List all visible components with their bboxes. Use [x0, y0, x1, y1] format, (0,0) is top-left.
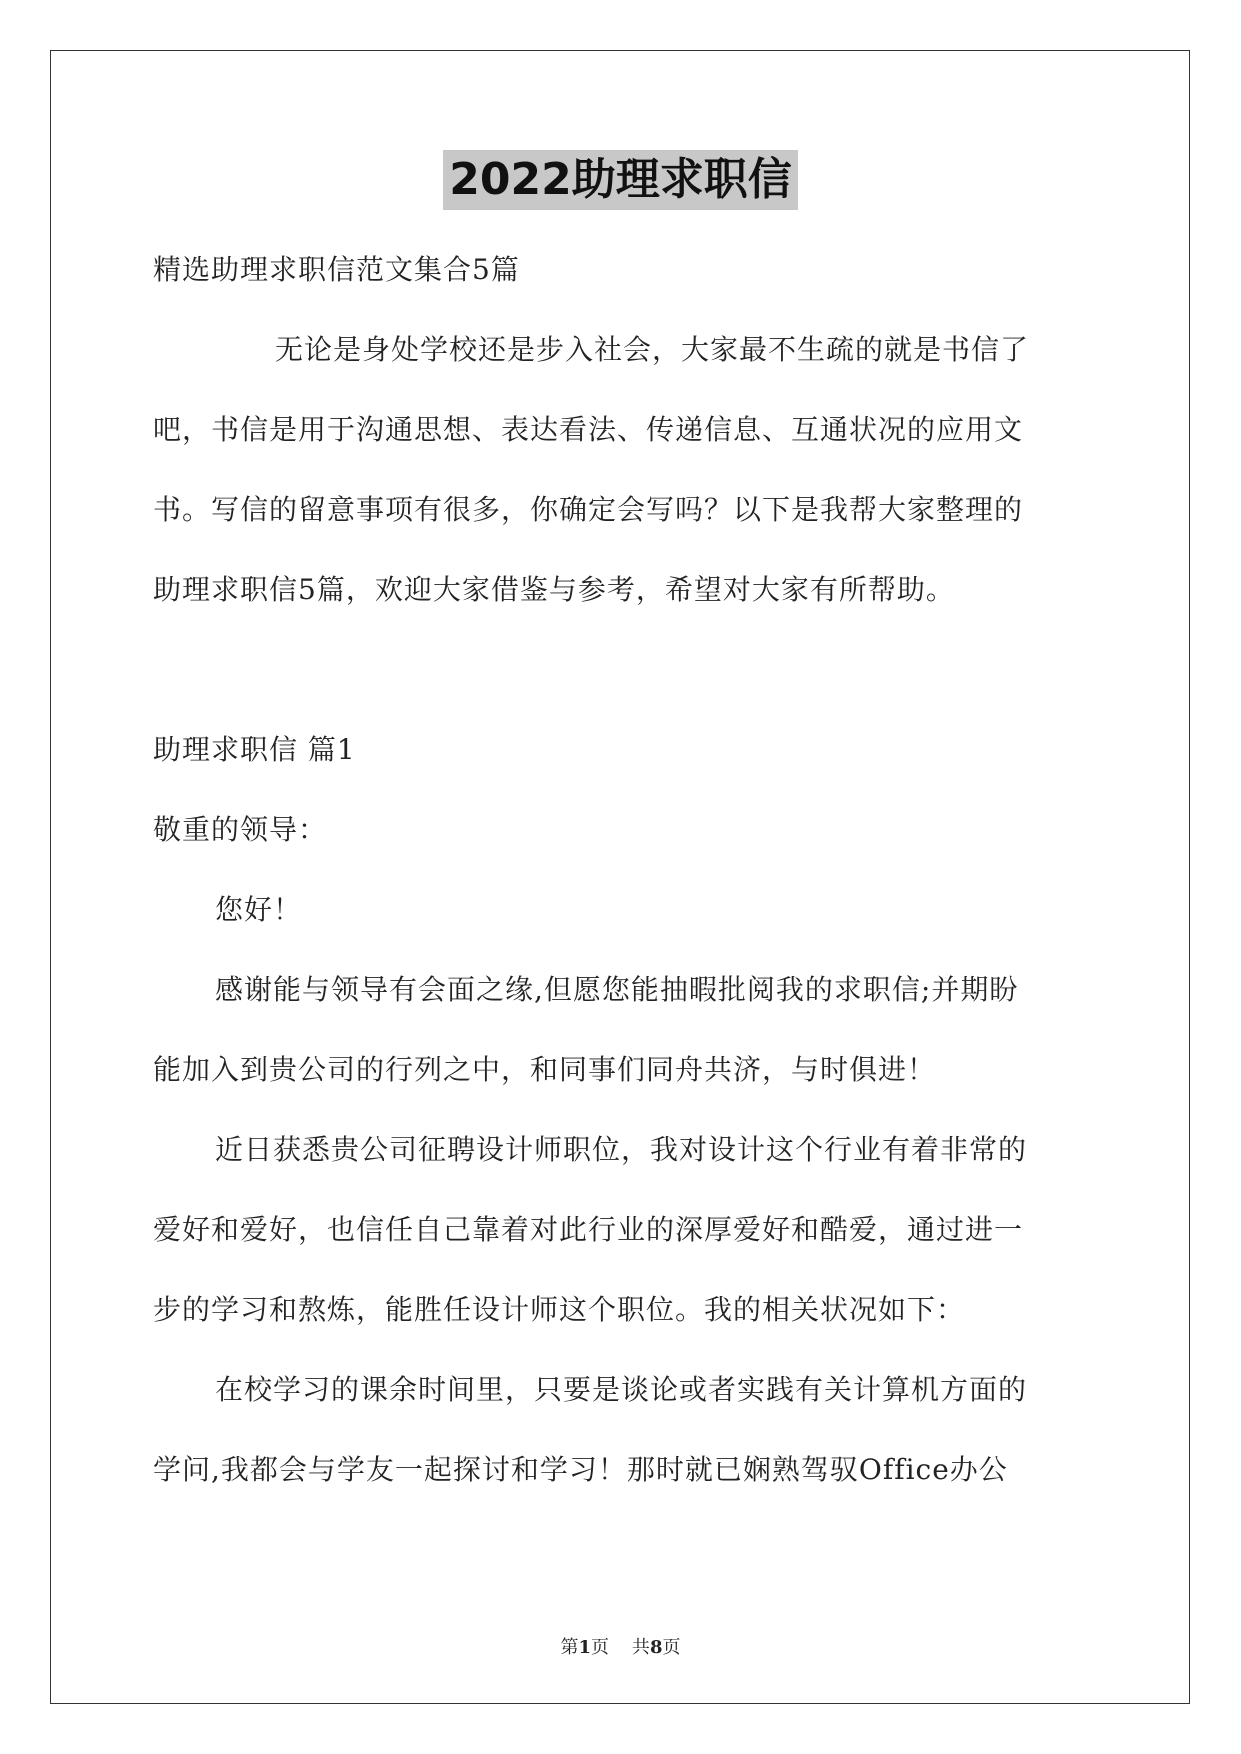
footer-suffix: 页 — [662, 1637, 681, 1658]
paragraph2-line-1: 近日获悉贵公司征聘设计师职位，我对设计这个行业有着非常的 — [215, 1133, 1028, 1166]
intro-line-2: 吧，书信是用于沟通思想、表达看法、传递信息、互通状况的应用文 — [153, 413, 1024, 446]
footer-page-number: 1 — [578, 1637, 592, 1658]
paragraph1-line-1: 感谢能与领导有会面之缘,但愿您能抽暇批阅我的求职信;并期盼 — [215, 973, 1019, 1006]
title-container — [0, 150, 1241, 210]
intro-line-3: 书。写信的留意事项有很多，你确定会写吗？以下是我帮大家整理的 — [153, 493, 1024, 526]
intro-line-4: 助理求职信5篇，欢迎大家借鉴与参考，希望对大家有所帮助。 — [153, 573, 955, 606]
paragraph3-line-1: 在校学习的课余时间里，只要是谈论或者实践有关计算机方面的 — [215, 1373, 1028, 1406]
intro-line-1: 无论是身处学校还是步入社会，大家最不生疏的就是书信了 — [275, 333, 1030, 366]
page-footer — [0, 1636, 1241, 1660]
document-body — [153, 230, 1088, 1510]
paragraph2-line-2: 爱好和爱好，也信任自己靠着对此行业的深厚爱好和酷爱，通过进一 — [153, 1213, 1024, 1246]
salutation: 敬重的领导： — [153, 813, 328, 846]
footer-mid: 页 共 — [591, 1637, 650, 1658]
paragraph3-line-2: 学问,我都会与学友一起探讨和学习！那时就已娴熟驾驭Office办公 — [153, 1453, 1008, 1486]
footer-prefix: 第 — [560, 1637, 579, 1658]
subtitle: 精选助理求职信范文集合5篇 — [153, 253, 520, 286]
document-title: 2022助理求职信 — [443, 150, 797, 210]
footer-total-pages: 8 — [649, 1637, 663, 1658]
greeting: 您好！ — [215, 893, 303, 926]
paragraph1-line-2: 能加入到贵公司的行列之中，和同事们同舟共济，与时俱进！ — [153, 1053, 937, 1086]
paragraph2-line-3: 步的学习和熬炼，能胜任设计师这个职位。我的相关状况如下： — [153, 1293, 966, 1326]
section-heading: 助理求职信 篇1 — [153, 733, 356, 766]
spacer — [153, 630, 1088, 710]
